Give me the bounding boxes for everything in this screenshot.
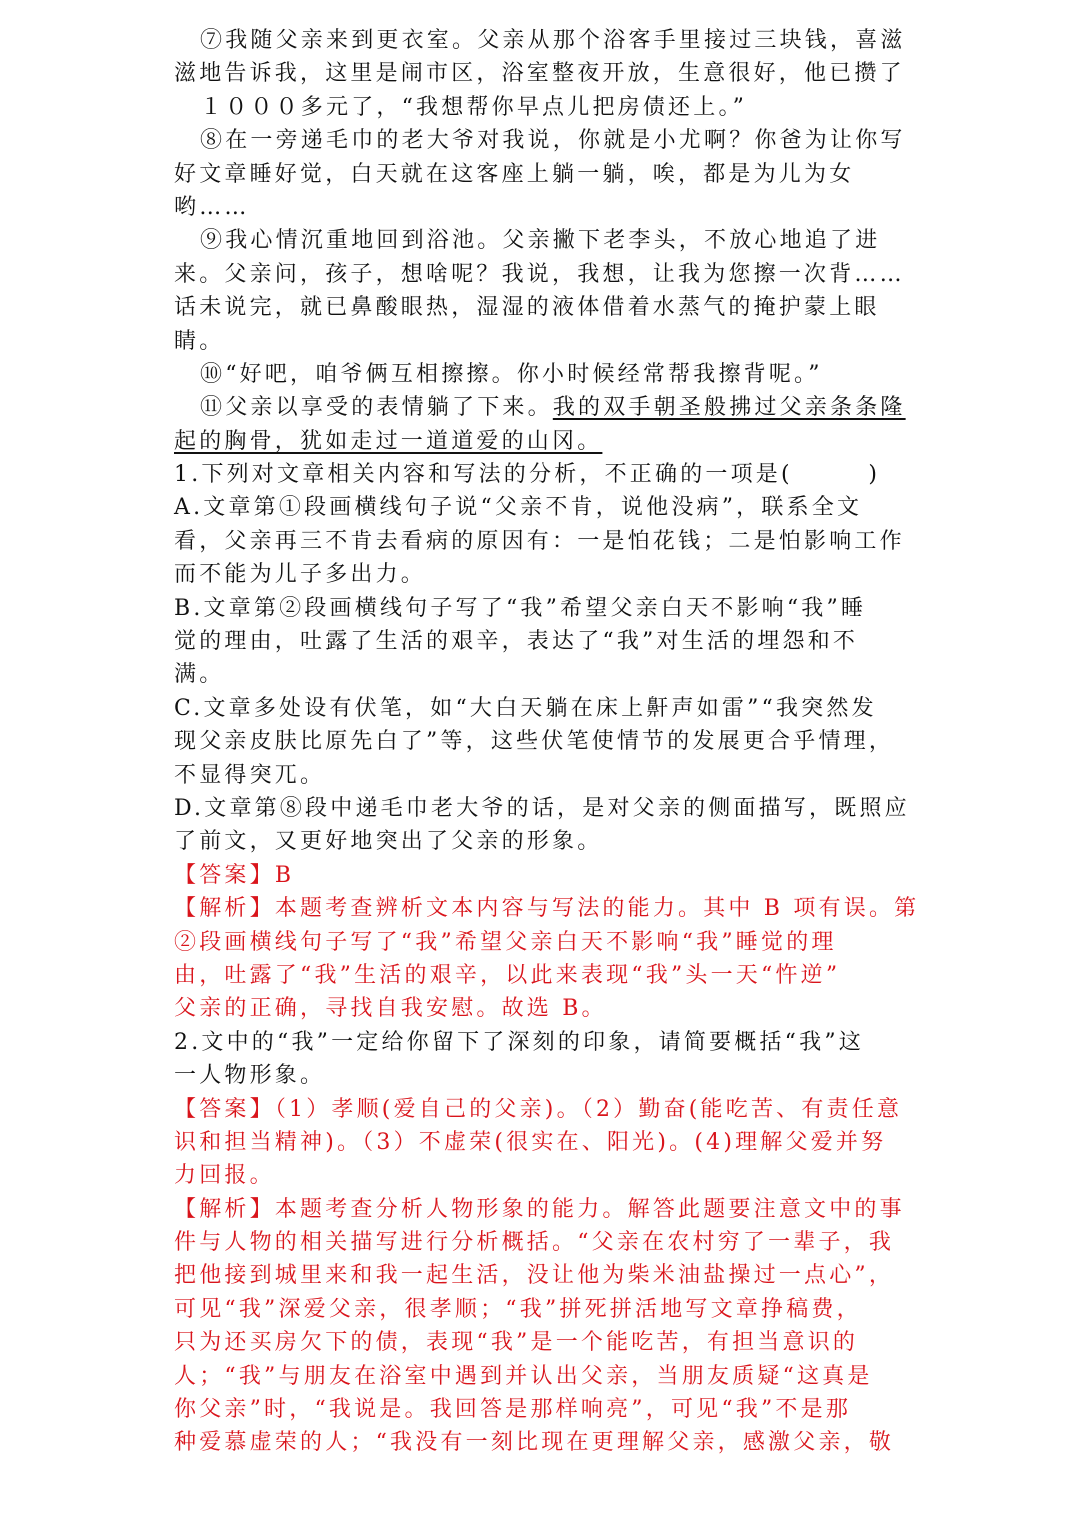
answer-label: 【答案】 [174, 1096, 275, 1122]
text-line: 种爱慕虚荣的人；“我没有一刻比现在更理解父亲，感激父亲，敬 [174, 1430, 895, 1456]
paragraph-11 [174, 391, 904, 458]
text-line: １０００多元了，“我想帮你早点儿把房债还上。” [200, 94, 748, 120]
option-a [174, 491, 904, 591]
text-line: 把他接到城里来和我一起生活，没让他为柴米油盐操过一点心”， [174, 1263, 895, 1289]
option-b [174, 592, 904, 692]
text-line: A.文章第①段画横线句子说“父亲不肯，说他没病”，联系全文 [174, 495, 863, 521]
text-line [174, 391, 904, 424]
text-line: 不显得突兀。 [174, 762, 326, 788]
question-stem: 2.文中的“我”一定给你留下了深刻的印象，请简要概括“我”这 [174, 1029, 864, 1055]
text-line: ⑦我随父亲来到更衣室。父亲从那个浴客手里接过三块钱，喜滋 [200, 28, 906, 53]
question-1 [174, 458, 920, 1026]
analysis-block [174, 892, 920, 1026]
text-line: 你父亲”时，“我说是。我回答是那样响亮”，可见“我”不是那 [174, 1397, 852, 1423]
text-line: ⑨我心情沉重地回到浴池。父亲撇下老李头，不放心地追了进 [200, 228, 881, 254]
text-line: B.文章第②段画横线句子写了“我”希望父亲白天不影响“我”睡 [174, 595, 867, 621]
underlined-sentence: 我的双手朝圣般拂过父亲条条隆 [552, 395, 906, 421]
text-line: 来。父亲问，孩子，想啥呢？我说，我想，让我为您擦一次背…… [174, 261, 905, 287]
text-line: 满。 [174, 662, 225, 688]
text-line: 而不能为儿子多出力。 [174, 562, 427, 588]
text-line: 识和担当精神)。（3）不虚荣(很实在、阳光)。(4)理解父爱并努 [174, 1129, 887, 1155]
text-line: 好文章睡好觉，白天就在这客座上躺一躺，唉，都是为儿为女 [174, 161, 855, 187]
answer-label: 【答案】 [174, 862, 275, 888]
text-line: ⑧在一旁递毛巾的老大爷对我说，你就是小尤啊？你爸为让你写 [200, 128, 906, 154]
paragraph-7 [174, 24, 904, 124]
text-line: 了前文，又更好地突出了父亲的形象。 [174, 829, 603, 855]
text-line: 哟…… [174, 194, 250, 220]
answer-line [174, 859, 904, 892]
plain-text: ⑪父亲以享受的表情躺了下来。 [200, 395, 553, 421]
question-stem: 1.下列对文章相关内容和写法的分析，不正确的一项是( ) [174, 462, 881, 488]
text-line: ②段画横线句子写了“我”希望父亲白天不影响“我”睡觉的理 [174, 929, 837, 955]
question-2 [174, 1026, 904, 1460]
text-line: 力回报。 [174, 1163, 275, 1189]
text-line: 只为还买房欠下的债，表现“我”是一个能吃苦，有担当意识的 [174, 1330, 859, 1356]
text-line: 由，吐露了“我”生活的艰辛，以此来表现“我”头一天“忤逆” [174, 962, 841, 988]
text-line: 睛。 [174, 328, 225, 354]
text-line: 看，父亲再三不肯去看病的原因有：一是怕花钱；二是怕影响工作 [174, 528, 905, 554]
paragraph-9 [174, 224, 904, 358]
option-c [174, 692, 904, 792]
text-line: 可见“我”深爱父亲，很孝顺；“我”拼死拼活地写文章挣稿费， [174, 1296, 862, 1322]
underlined-sentence: 起的胸骨，犹如走过一道道爱的山冈。 [174, 428, 603, 454]
text-line: 件与人物的相关描写进行分析概括。“父亲在农村穷了一辈子，我 [174, 1230, 895, 1256]
text-line: D.文章第⑧段中递毛巾老大爷的话，是对父亲的侧面描写，既照应 [174, 795, 910, 821]
text-line: 话未说完，就已鼻酸眼热，湿湿的液体借着水蒸气的掩护蒙上眼 [174, 295, 880, 321]
text-line: 滋地告诉我，这里是闹市区，浴室整夜开放，生意很好，他已攒了 [174, 61, 905, 87]
text-line: 【解析】本题考查辨析文本内容与写法的能力。其中 B 项有误。第 [174, 896, 920, 922]
text-line: 【解析】本题考查分析人物形象的能力。解答此题要注意文中的事 [174, 1196, 905, 1222]
analysis-block [174, 1193, 904, 1460]
option-d [174, 792, 910, 859]
text-line: 现父亲皮肤比原先白了”等，这些伏笔使情节的发展更合乎情理， [174, 729, 895, 755]
paragraph-10 [174, 358, 904, 391]
analysis-label: 【解析】 [174, 896, 275, 922]
question-stem: 一人物形象。 [174, 1063, 326, 1089]
text-line: 父亲的正确，寻找自我安慰。故选 B。 [174, 996, 607, 1022]
text-line: 觉的理由，吐露了生活的艰辛，表达了“我”对生活的埋怨和不 [174, 629, 859, 655]
text-line: C.文章多处设有伏笔，如“大白天躺在床上鼾声如雷”“我突然发 [174, 695, 877, 721]
paragraph-8 [174, 124, 904, 224]
analysis-label: 【解析】 [174, 1196, 275, 1222]
text-line: 人；“我”与朋友在浴室中遇到并认出父亲，当朋友质疑“这真是 [174, 1363, 873, 1389]
answer-value: B [274, 862, 295, 888]
text-line [174, 425, 904, 458]
answer-block [174, 1093, 904, 1193]
document-page [174, 24, 920, 1460]
text-line: 【答案】（1）孝顺(爱自己的父亲)。（2）勤奋(能吃苦、有责任意 [174, 1096, 903, 1122]
text-line: ⑩“好吧，咱爷俩互相擦擦。你小时候经常帮我擦背呢。” [200, 361, 823, 387]
